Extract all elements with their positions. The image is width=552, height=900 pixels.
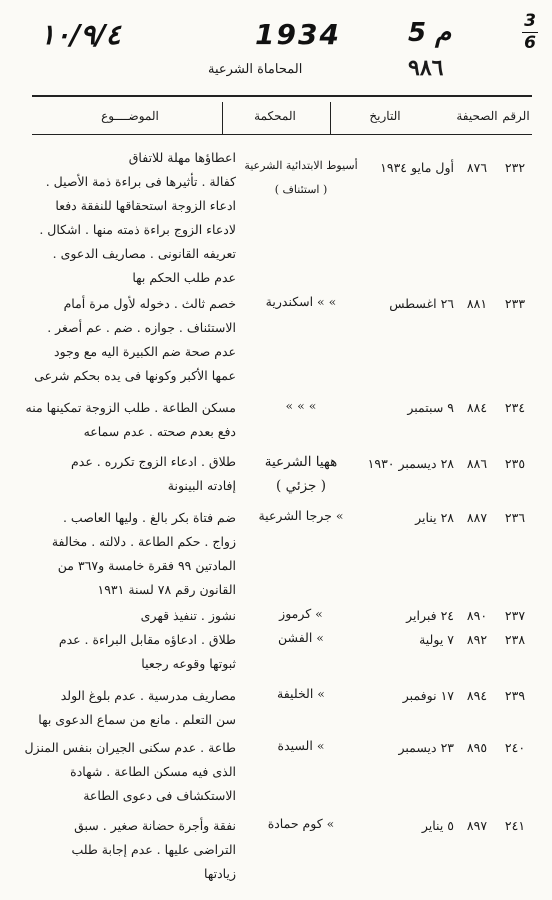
page-title: المحاماة الشرعية: [208, 62, 303, 77]
entry-court: [242, 602, 360, 626]
subject-line: تعريفه القانونى . مصاريف الدعوى .: [52, 246, 236, 261]
entry-subject: [38, 684, 236, 732]
court-line: الفشن «: [278, 630, 324, 645]
handwritten-year: 1934: [255, 18, 341, 51]
entry-subject: [38, 604, 236, 628]
court-line: ( استئناف ): [274, 183, 328, 196]
subject-line: دفع بعدم صحته . عدم سماعه: [83, 424, 236, 439]
entry-court: [242, 450, 360, 498]
subject-line: طلاق . ادعاؤه مقابل البراءة . عدم: [58, 632, 236, 647]
subject-line: اعطاؤها مهلة للاتفاق: [128, 150, 236, 165]
handwritten-date: ١٠/٩/٤: [40, 18, 121, 51]
subject-line: الاستكشاف فى دعوى الطاعة: [83, 788, 236, 803]
entry-court: [242, 504, 360, 528]
subject-line: القانون رقم ٧٨ لسنة ١٩٣١: [97, 582, 236, 597]
court-line: جرجا الشرعية «: [258, 508, 344, 523]
entry-subject: [38, 450, 236, 498]
entry-page: ٨٨٤: [466, 400, 488, 415]
entry-subject: [38, 146, 236, 290]
entry-page: ٨٨٦: [466, 456, 488, 471]
subject-line: نفقة وأجرة حضانة صغير . سبق: [74, 818, 236, 833]
entry-date: أول مايو ١٩٣٤: [380, 160, 454, 175]
entry-number: ٢٣٧: [504, 608, 526, 623]
court-line: السيدة «: [277, 738, 325, 753]
col-divider: [222, 102, 223, 134]
entry-subject: [34, 292, 236, 388]
entry-subject: [38, 628, 236, 676]
entry-number: ٢٣٢: [504, 160, 526, 175]
entry-page: ٨٧٦: [466, 160, 488, 175]
entry-date: ١٧ نوفمبر: [402, 688, 454, 703]
subject-line: ضم فتاة بكر بالغ . وليها العاصب .: [62, 510, 236, 525]
col-header-number: الرقم: [502, 109, 530, 123]
entry-date: ٢٨ يناير: [415, 510, 454, 525]
col-header-page: الصحيفة: [456, 109, 498, 123]
entry-number: ٢٣٩: [504, 688, 526, 703]
subject-line: التراضى عليها . عدم إجابة طلب: [71, 842, 236, 857]
entry-number: ٢٣٨: [504, 632, 526, 647]
subject-line: عدم صحة ضم الكبيرة اليه مع وجود: [54, 344, 236, 359]
entry-page: ٨٨٧: [466, 510, 488, 525]
fraction-top: 3: [524, 11, 536, 31]
subject-line: زيادتها: [204, 866, 236, 881]
entry-date: ٧ يولية: [419, 632, 454, 647]
entry-page: ٨٩٥: [466, 740, 488, 755]
entry-number: ٢٤٠: [504, 740, 526, 755]
page-number: ٩٨٦: [408, 55, 444, 81]
subject-line: عدم طلب الحكم بها: [132, 270, 236, 285]
subject-line: المادتين ٩٩ فقرة خامسة و٣٦٧ من: [57, 558, 236, 573]
entry-subject: [24, 736, 236, 808]
entry-date: ٢٣ ديسمبر: [398, 740, 454, 755]
court-line: أسيوط الابتدائية الشرعية: [244, 159, 358, 172]
court-line: الخليفة «: [277, 686, 325, 701]
subject-line: الاستئناف . جوازه . ضم . عم أصغر .: [47, 320, 236, 335]
subject-line: عمها الأكبر وكونها فى يده بحكم شرعى: [34, 368, 236, 383]
subject-line: زواج . حكم الطاعة . دلالته . مخالفة: [51, 534, 236, 549]
entry-court: [242, 734, 360, 758]
entry-page: ٨٩٧: [466, 818, 488, 833]
entry-number: ٢٤١: [504, 818, 526, 833]
court-line: كرموز «: [279, 606, 323, 621]
subject-line: نشوز . تنفيذ قهرى: [140, 608, 236, 623]
entry-court: [242, 290, 360, 314]
subject-line: إفادته البينونة: [167, 478, 236, 493]
subject-line: مسكن الطاعة . طلب الزوجة تمكينها منه: [25, 400, 236, 415]
subject-line: طلاق . ادعاء الزوج تكرره . عدم: [71, 454, 236, 469]
subject-line: ثبوتها وقوعه رجعيا: [141, 656, 236, 671]
entry-page: ٨٨١: [466, 296, 488, 311]
col-divider: [330, 102, 331, 134]
subject-line: مصاريف مدرسية . عدم بلوغ الولد: [60, 688, 236, 703]
subject-line: خصم ثالث . دخوله لأول مرة أمام: [63, 296, 236, 311]
subject-line: كفالة . تأثيرها فى براءة ذمة الأصيل .: [45, 174, 236, 189]
entry-date: ٢٦ اغسطس: [389, 296, 454, 311]
entry-page: ٨٩٠: [466, 608, 488, 623]
court-line: كوم حمادة «: [267, 816, 335, 831]
entry-number: ٢٣٣: [504, 296, 526, 311]
entry-page: ٨٩٤: [466, 688, 488, 703]
col-header-subject: الموضــــوع: [101, 109, 159, 123]
entry-court: [242, 812, 360, 836]
entry-court: [242, 682, 360, 706]
top-rule: [32, 95, 532, 97]
entry-number: ٢٣٤: [504, 400, 526, 415]
entry-date: ٢٨ ديسمبر ١٩٣٠: [367, 456, 454, 471]
entry-court: [242, 626, 360, 650]
court-line: اسكندرية « «: [265, 294, 337, 309]
entry-subject: [25, 396, 236, 444]
header-rule: [32, 134, 532, 135]
entry-page: ٨٩٢: [466, 632, 488, 647]
entry-date: ٩ سبتمبر: [407, 400, 454, 415]
entry-number: ٢٣٦: [504, 510, 526, 525]
subject-line: سن التعلم . مانع من سماع الدعوى بها: [38, 712, 236, 727]
entry-number: ٢٣٥: [504, 456, 526, 471]
fraction-bottom: 6: [524, 33, 536, 53]
subject-line: الذى فيه مسكن الطاعة . شهادة: [70, 764, 236, 779]
col-header-court: المحكمة: [254, 109, 296, 123]
handwritten-fraction: [522, 12, 538, 53]
entry-date: ٥ يناير: [421, 818, 454, 833]
court-line: ههيا الشرعية: [264, 454, 338, 470]
handwritten-page-mark: 5 م: [408, 18, 452, 48]
court-line: ( جزئي ): [276, 478, 326, 494]
entry-subject: [38, 814, 236, 886]
col-header-date: التاريخ: [369, 109, 401, 123]
entry-court: [242, 394, 360, 418]
entry-court: [242, 154, 360, 202]
subject-line: طاعة . عدم سكنى الجيران بنفس المنزل: [24, 740, 236, 755]
court-line: « « «: [285, 398, 317, 413]
entry-subject: [38, 506, 236, 602]
subject-line: ادعاء الزوجة استحقاقها للنفقة دفعا: [55, 198, 236, 213]
subject-line: لادعاء الزوج براءة ذمته منها . اشكال .: [39, 222, 236, 237]
entry-date: ٢٤ فبراير: [406, 608, 454, 623]
